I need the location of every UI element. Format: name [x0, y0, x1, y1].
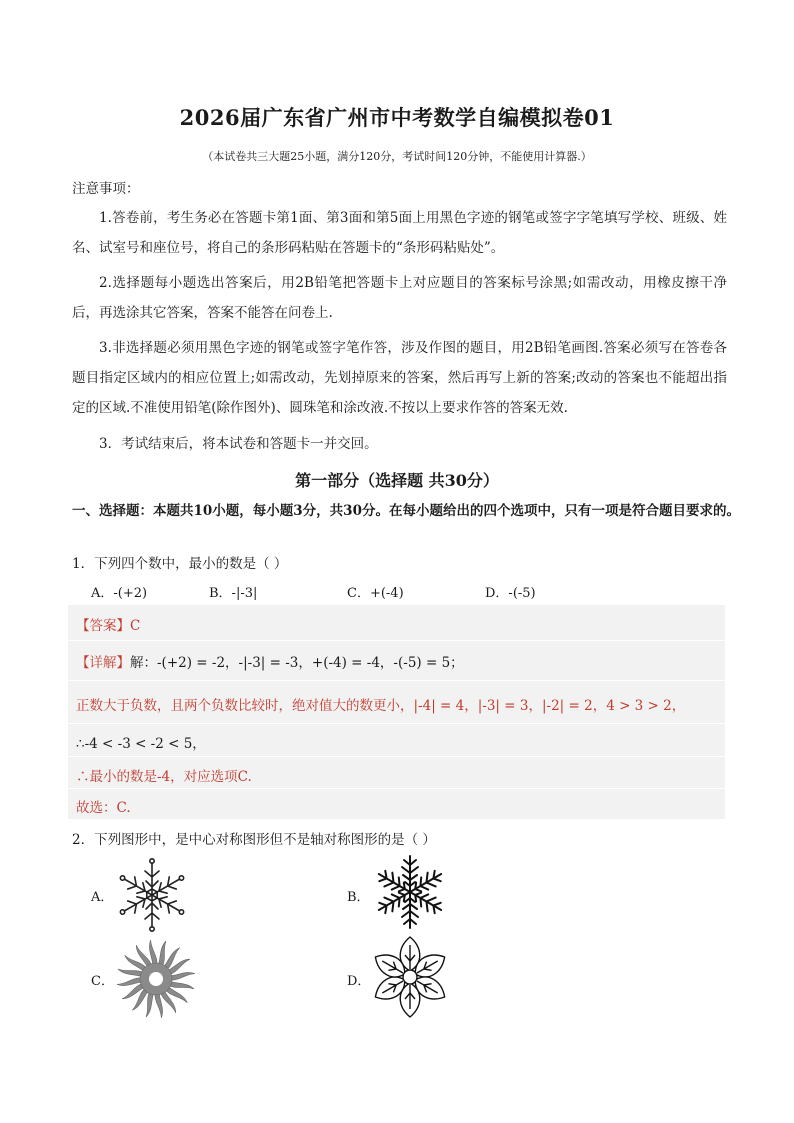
detail-line-2: 正数大于负数，且两个负数比较时，绝对值大的数更小，|-4| = 4，|-3| = 3，|-2| = 2，4 > 3 > 2， — [76, 698, 686, 714]
detail-line-4: ∴最小的数是-4，对应选项C. — [76, 769, 252, 785]
section-title: 第一部分（选择题 共30分） — [295, 471, 499, 490]
q2-option-a: A． — [91, 890, 114, 905]
note-item-3: 3.非选择题必须用黑色字迹的钢笔或签字笔作答，涉及作图的题目，用2B铅笔画图.答案必须写在答卷各题目指定区域内的相应位置上;如需改动，先划掉原来的答案，然后再写上新的答案;改动的答案也不能超出指定的区域.不准使用铅笔(除作图外)、圆珠笔和涂改液.不按以上要求作答的答案无效. — [72, 340, 727, 416]
divider — [68, 756, 725, 757]
leaf-flower-icon — [368, 935, 452, 1019]
detail-line-3: ∴-4 < -3 < -2 < 5， — [76, 736, 206, 752]
divider — [68, 788, 725, 789]
page-title: 2026届广东省广州市中考数学自编模拟卷01 — [179, 105, 615, 130]
note-item-1: 1.答卷前，考生务必在答题卡第1面、第3面和第5面上用黑色字迹的钢笔或签字字笔填写学校、班级、姓名、试室号和座位号，将自己的条形码粘贴在答题卡的“条形码粘贴处”。 — [72, 210, 727, 256]
detail-line-5: 故选：C. — [76, 800, 131, 816]
q2-option-b: B． — [347, 890, 370, 905]
q1-option-b: B．-|-3| — [209, 586, 258, 601]
q1-option-a: A．-(+2) — [91, 586, 148, 601]
question-1-stem: 1．下列四个数中，最小的数是（ ） — [72, 556, 288, 572]
detail-line-1 — [76, 651, 464, 671]
divider — [68, 640, 725, 641]
swirl-flower-icon — [114, 937, 198, 1021]
answer-value: C — [130, 618, 141, 634]
exam-info: （本试卷共三大题25小题，满分120分，考试时间120分钟，不能使用计算器.） — [202, 150, 592, 163]
answer-line — [76, 614, 140, 634]
detail-label: 【详解】 — [76, 655, 130, 671]
q2-option-d: D． — [347, 974, 371, 989]
notes-heading: 注意事项： — [72, 181, 140, 197]
q1-option-d: D．-(-5) — [485, 586, 536, 601]
q1-option-c: C．+(-4) — [347, 586, 404, 601]
divider — [68, 723, 725, 724]
detail-text: 解：-(+2) = -2，-|-3| = -3，+(-4) = -4，-(-5) = 5； — [130, 655, 464, 671]
answer-label: 【答案】 — [76, 618, 130, 634]
divider — [68, 680, 725, 681]
q2-option-c: C． — [91, 974, 114, 989]
question-2-stem: 2．下列图形中，是中心对称图形但不是轴对称图形的是（ ） — [72, 832, 436, 848]
snowflake-icon — [112, 855, 192, 935]
note-item-4: 3．考试结束后，将本试卷和答题卡一并交回。 — [99, 436, 378, 452]
section-instructions: 一、选择题：本题共10小题，每小题3分，共30分。在每小题给出的四个选项中，只有一项是符合题目要求的。 — [72, 503, 740, 519]
note-item-2: 2.选择题每小题选出答案后，用2B铅笔把答题卡上对应题目的答案标号涂黑;如需改动，用橡皮擦干净后，再选涂其它答案，答案不能答在问卷上. — [72, 275, 727, 321]
snowflake-dense-icon — [370, 852, 450, 932]
